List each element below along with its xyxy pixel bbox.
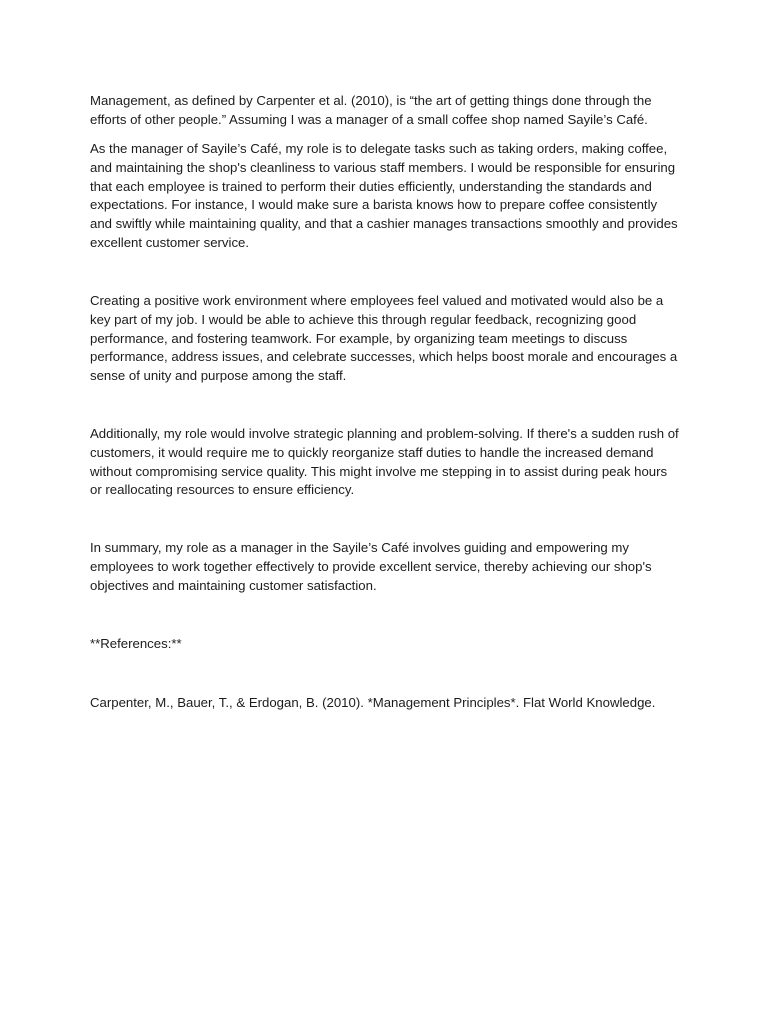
work-environment-paragraph: Creating a positive work environment where employees feel valued and motivated would also be a key part of my job. I would be able to achieve this through regular feedback, recognizing good performance, and fostering teamwork. For example, by organizing team meetings to discuss performance, address issues, and celebrate successes, which helps boost morale and encourages a sense of unity and purpose among the staff. xyxy=(90,293,678,384)
summary-paragraph: In summary, my role as a manager in the Sayile’s Café involves guiding and empowering my employees to work together effectively to provide excellent service, thereby achieving our shop's objectives and maintaining customer satisfaction. xyxy=(90,540,652,593)
strategic-planning-paragraph: Additionally, my role would involve strategic planning and problem-solving. If there's a sudden rush of customers, it would require me to quickly reorganize staff duties to handle the increased demand without compromising service quality. This might involve me stepping in to assist during peak hours or reallocating resources to ensure efficiency. xyxy=(90,426,679,498)
reference-entry: Carpenter, M., Bauer, T., & Erdogan, B. (2010). *Management Principles*. Flat World Knowledge. xyxy=(90,695,656,710)
intro-paragraph: Management, as defined by Carpenter et al. (2010), is “the art of getting things done through the efforts of other people.” Assuming I was a manager of a small coffee shop named Sayile’s Café. xyxy=(90,93,652,127)
delegation-paragraph: As the manager of Sayile’s Café, my role is to delegate tasks such as taking orders, making coffee, and maintaining the shop's cleanliness to various staff members. I would be responsible for ensuring that each employee is trained to perform their duties efficiently, understanding the standards and expectations. For instance, I would make sure a barista knows how to prepare coffee consistently and swiftly while maintaining quality, and that a cashier manages transactions smoothly and provides excellent customer service. xyxy=(90,141,678,250)
references-heading: **References:** xyxy=(90,636,182,651)
